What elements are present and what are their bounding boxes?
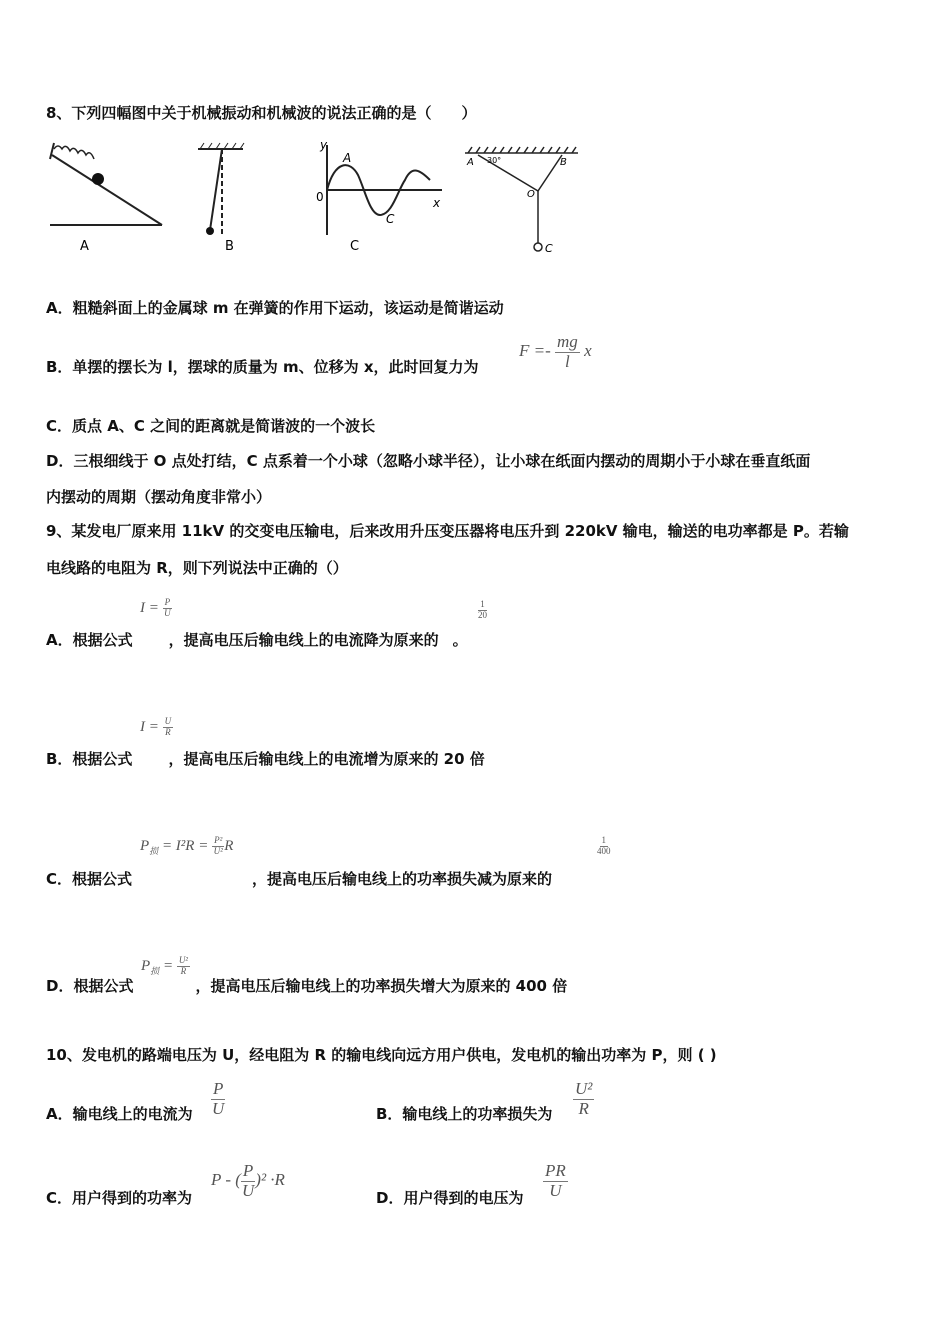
q10-b-formula: $\frac{\text{U²}}{R}$ — [575, 1079, 593, 1118]
fig-d-b: B — [560, 157, 567, 168]
q9-stem-cont: 电线路的电阻为 R，则下列说法中正确的（） — [46, 559, 348, 577]
q8-formula-b — [519, 333, 592, 371]
fig-d-c: C — [545, 242, 553, 255]
q9-c-ratio: $\frac{1}{400}$ — [597, 835, 611, 856]
q9-option-d: D．根据公式 ，提高电压后输电线上的功率损失增大为原来的 400 倍 — [46, 977, 568, 995]
q8-figures — [40, 135, 600, 260]
q9-a-ratio: $\frac{1}{20}$ — [478, 599, 487, 620]
fig-c-a: A — [343, 151, 352, 165]
fig-c-x: x — [433, 196, 441, 210]
q10-stem: 10、发电机的路端电压为 U，经电阻为 R 的输电线向远方用户供电，发电机的输出功率为 P，则 ( ) — [46, 1046, 717, 1064]
q8-option-b: B．单摆的摆长为 l，摆球的质量为 m、位移为 x，此时回复力为 — [46, 358, 479, 376]
q10-option-c: C．用户得到的功率为 — [46, 1189, 193, 1207]
q8-option-a: A．粗糙斜面上的金属球 m 在弹簧的作用下运动，该运动是简谐运动 — [46, 299, 504, 317]
fig-c-c: C — [386, 212, 395, 226]
q9-option-c: C．根据公式 ，提高电压后输电线上的功率损失减为原来的 — [46, 870, 553, 888]
figure-b-pendulum — [198, 143, 244, 235]
q9-b-formula: I = $\frac{U}{R}$ — [140, 716, 172, 737]
q8-stem: 8、下列四幅图中关于机械振动和机械波的说法正确的是（ ） — [46, 104, 477, 122]
fig-c-caption: C — [350, 239, 360, 254]
q9-c-formula: $P_损 = I^2R$ = $\frac{\text{P²}}{\text{U²}}$ R — [140, 835, 234, 856]
q9-a-formula: I = $\frac{P}{U}$ — [140, 597, 171, 618]
q9-stem: 9、某发电厂原来用 11kV 的交变电压输电，后来改用升压变压器将电压升到 220kV 输电，输送的电功率都是 P。若输 — [46, 522, 849, 540]
fig-d-o: O — [527, 189, 535, 200]
q10-option-d: D．用户得到的电压为 — [376, 1189, 524, 1207]
q8-option-d: D．三根细线于 O 点处打结，C 点系着一个小球（忽略小球半径），让小球在纸面内摆动的周期小于小球在垂直纸面 — [46, 452, 811, 470]
q9-option-a: A．根据公式 ，提高电压后输电线上的电流降为原来的 。 — [46, 631, 468, 649]
formula-tail: x — [584, 341, 592, 361]
formula-num: mg — [557, 332, 578, 351]
fig-c-o: 0 — [316, 190, 324, 204]
formula-lhs: F =- — [519, 341, 551, 361]
formula-den: l — [565, 351, 570, 371]
fig-d-angle: 30° — [487, 156, 502, 165]
fig-c-y: y — [320, 138, 328, 152]
q9-option-b: B．根据公式 ，提高电压后输电线上的电流增为原来的 20 倍 — [46, 750, 485, 768]
q9-d-formula: $P_损$ = $\frac{\text{U²}}{R}$ — [141, 955, 189, 976]
fig-b-caption: B — [225, 239, 234, 254]
q10-option-a: A．输电线上的电流为 — [46, 1105, 193, 1123]
q10-c-formula: P - ( $\frac{P}{U}$ )² ·R — [211, 1161, 285, 1200]
q10-d-formula: $\frac{PR}{U}$ — [545, 1161, 566, 1200]
q8-option-c: C．质点 A、C 之间的距离就是简谐波的一个波长 — [46, 417, 376, 435]
q10-option-b: B．输电线上的功率损失为 — [376, 1105, 553, 1123]
fig-d-a: A — [467, 157, 474, 168]
q10-a-formula: $\frac{P}{U}$ — [212, 1079, 225, 1118]
figure-a-incline — [50, 143, 162, 225]
q8-option-d-cont: 内摆动的周期（摆动角度非常小） — [46, 488, 272, 506]
fig-a-caption: A — [80, 239, 89, 254]
